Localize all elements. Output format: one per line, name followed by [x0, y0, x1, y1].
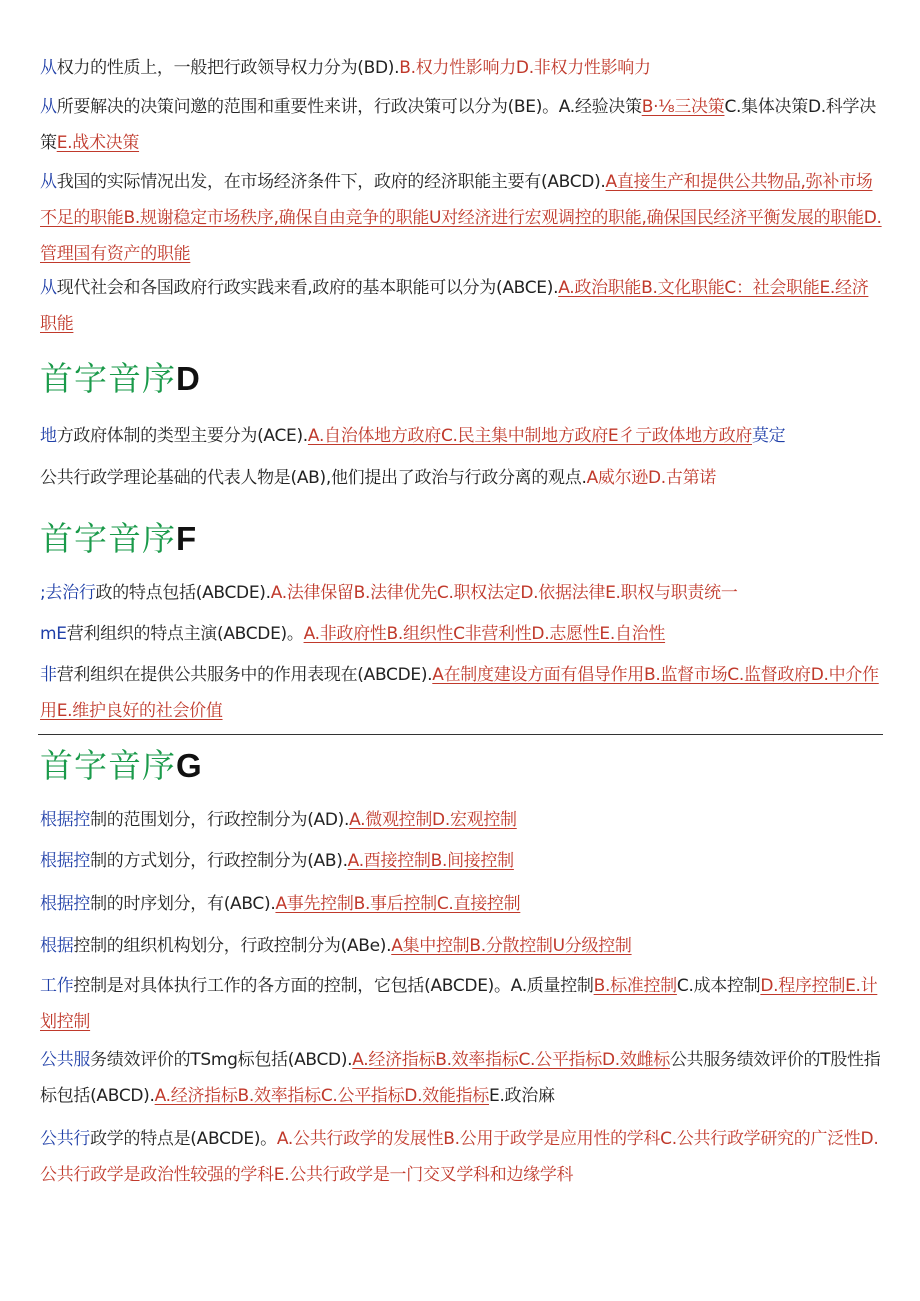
lead-char: 从: [40, 97, 57, 117]
question-item: [40, 968, 885, 1040]
answer-text: A事先控制B.事后控制C.直接控制: [275, 894, 521, 914]
heading-text: 首字音序: [40, 519, 176, 558]
answer-text: A在制度建设方面有倡导作用B.监督市场C.监督政府D.中介作用E.维护良好的社会价值: [40, 665, 879, 721]
question-item: [40, 1042, 885, 1114]
question-text: 营利组织在提供公共服务中的作用表现在(ABCDE).: [56, 665, 433, 685]
question-text: 营利组织的特点主演(ABCDE)。: [66, 624, 304, 644]
question-item: [40, 575, 885, 611]
question-text: 控制的组织机构划分，行政控制分为(ABe).: [73, 936, 392, 956]
heading-text: 首字音序: [40, 359, 176, 398]
answer-text: A.经济指标B.效率指标C.公平指标D.效雌标: [352, 1050, 670, 1070]
question-text: C.集体决策D.科学决策: [40, 97, 876, 153]
answer-text: A.自治体地方政府C.民主集中制地方政府E彳亍政体地方政府: [307, 426, 752, 446]
lead-char: 非: [40, 665, 57, 685]
question-text: 制的时序划分，有(ABC).: [90, 894, 276, 914]
question-text: E.政治麻: [489, 1086, 555, 1106]
answer-text: A.酉接控制B.间接控制: [347, 851, 514, 871]
lead-char: 从: [40, 58, 57, 78]
lead-char: 根据控: [40, 894, 91, 914]
question-item: [40, 616, 885, 652]
question-item: [40, 802, 885, 838]
question-text: 制的方式划分，行政控制分为(AB).: [90, 851, 348, 871]
question-item: [40, 164, 885, 272]
answer-text: E.战术决策: [56, 133, 140, 153]
question-item: [40, 460, 885, 496]
question-item: [40, 657, 885, 729]
heading-letter: F: [176, 520, 198, 557]
question-text: 公共服务绩效评价的T股性指标包括(ABCD).: [40, 1050, 881, 1106]
question-item: [40, 886, 885, 922]
lead-char: 从: [40, 172, 57, 192]
question-item: [40, 50, 885, 86]
answer-text: A.非政府性B.组织性C非营利性D.志愿性E.自治性: [303, 624, 666, 644]
question-text: 现代社会和各国政府行政实践来看,政府的基本职能可以分为(ABCE).: [56, 278, 559, 298]
lead-char: 根据控: [40, 851, 91, 871]
heading-letter: G: [176, 747, 203, 784]
question-text: 莫定: [751, 426, 786, 446]
question-item: [40, 418, 885, 454]
divider: [38, 734, 883, 735]
lead-char: 从: [40, 278, 57, 298]
question-item: [40, 89, 885, 161]
question-text: 权力的性质上，一般把行政领导权力分为(BD).: [56, 58, 400, 78]
lead-char: 工作: [40, 976, 74, 996]
answer-text: A.法律保留B.法律优先C.职权法定D.依据法律E.职权与职责统一: [270, 583, 738, 603]
answer-text: A.政治职能B.文化职能C：社会职能E.经济职能: [40, 278, 869, 334]
question-item: [40, 843, 885, 879]
question-text: 所要解决的决策问邀的范围和重要性来讲，行政决策可以分为(BE)。A.经验决策: [56, 97, 642, 117]
question-text: 方政府体制的类型主要分为(ACE).: [56, 426, 308, 446]
question-item: [40, 270, 885, 342]
lead-char: ;去治行: [40, 583, 96, 603]
answer-text: B·⅛三决策: [641, 97, 725, 117]
answer-text: B.权力性影响力D.非权力性影响力: [399, 58, 651, 78]
answer-text: A.公共行政学的发展性B.公用于政学是应用性的学科C.公共行政学研究的广泛性D.公共行政学是政治性较强的学科E.公共行政学是一门交叉学科和边缘学科: [40, 1129, 879, 1185]
section-heading: [40, 517, 197, 561]
answer-text: D.程序控制E.计划控制: [40, 976, 878, 1032]
section-heading: [40, 357, 201, 401]
lead-char: 公共服: [40, 1050, 91, 1070]
answer-text: A.微观控制D.宏观控制: [349, 810, 517, 830]
question-text: 政的特点包括(ABCDE).: [95, 583, 271, 603]
question-text: 我国的实际情况出发，在市场经济条件下，政府的经济职能主要有(ABCD).: [56, 172, 606, 192]
heading-text: 首字音序: [40, 746, 176, 785]
lead-char: 根据: [40, 936, 74, 956]
question-text: 控制是对具体执行工作的各方面的控制，它包括(ABCDE)。A.质量控制: [73, 976, 594, 996]
question-text: 公共行政学理论基础的代表人物是(AB),他们提出了政治与行政分离的观点.: [40, 468, 587, 488]
question-text: 务绩效评价的TSmg标包括(ABCD).: [90, 1050, 353, 1070]
answer-text: B.标准控制: [593, 976, 677, 996]
section-heading: [40, 744, 203, 788]
heading-letter: D: [176, 360, 201, 397]
lead-char: mE: [40, 624, 67, 644]
answer-text: A集中控制B.分散控制U分级控制: [391, 936, 632, 956]
question-text: C.成本控制: [676, 976, 761, 996]
question-item: [40, 928, 885, 964]
question-text: 制的范围划分，行政控制分为(AD).: [90, 810, 350, 830]
lead-char: 根据控: [40, 810, 91, 830]
question-text: 政学的特点是(ABCDE)。: [90, 1129, 277, 1149]
answer-text: A直接生产和提供公共物品,弥补市场不足的职能B.规谢稳定市场秩序,确保自由竞争的职能U对经济进行宏观调控的职能,确保国民经济平衡发展的职能D.管理国有资产的职能: [40, 172, 882, 264]
lead-char: 公共行: [40, 1129, 91, 1149]
lead-char: 地: [40, 426, 57, 446]
answer-text: A威尔逊D.古第诺: [586, 468, 717, 488]
question-item: [40, 1121, 885, 1193]
answer-text: A.经济指标B.效率指标C.公平指标D.效能指标: [154, 1086, 489, 1106]
